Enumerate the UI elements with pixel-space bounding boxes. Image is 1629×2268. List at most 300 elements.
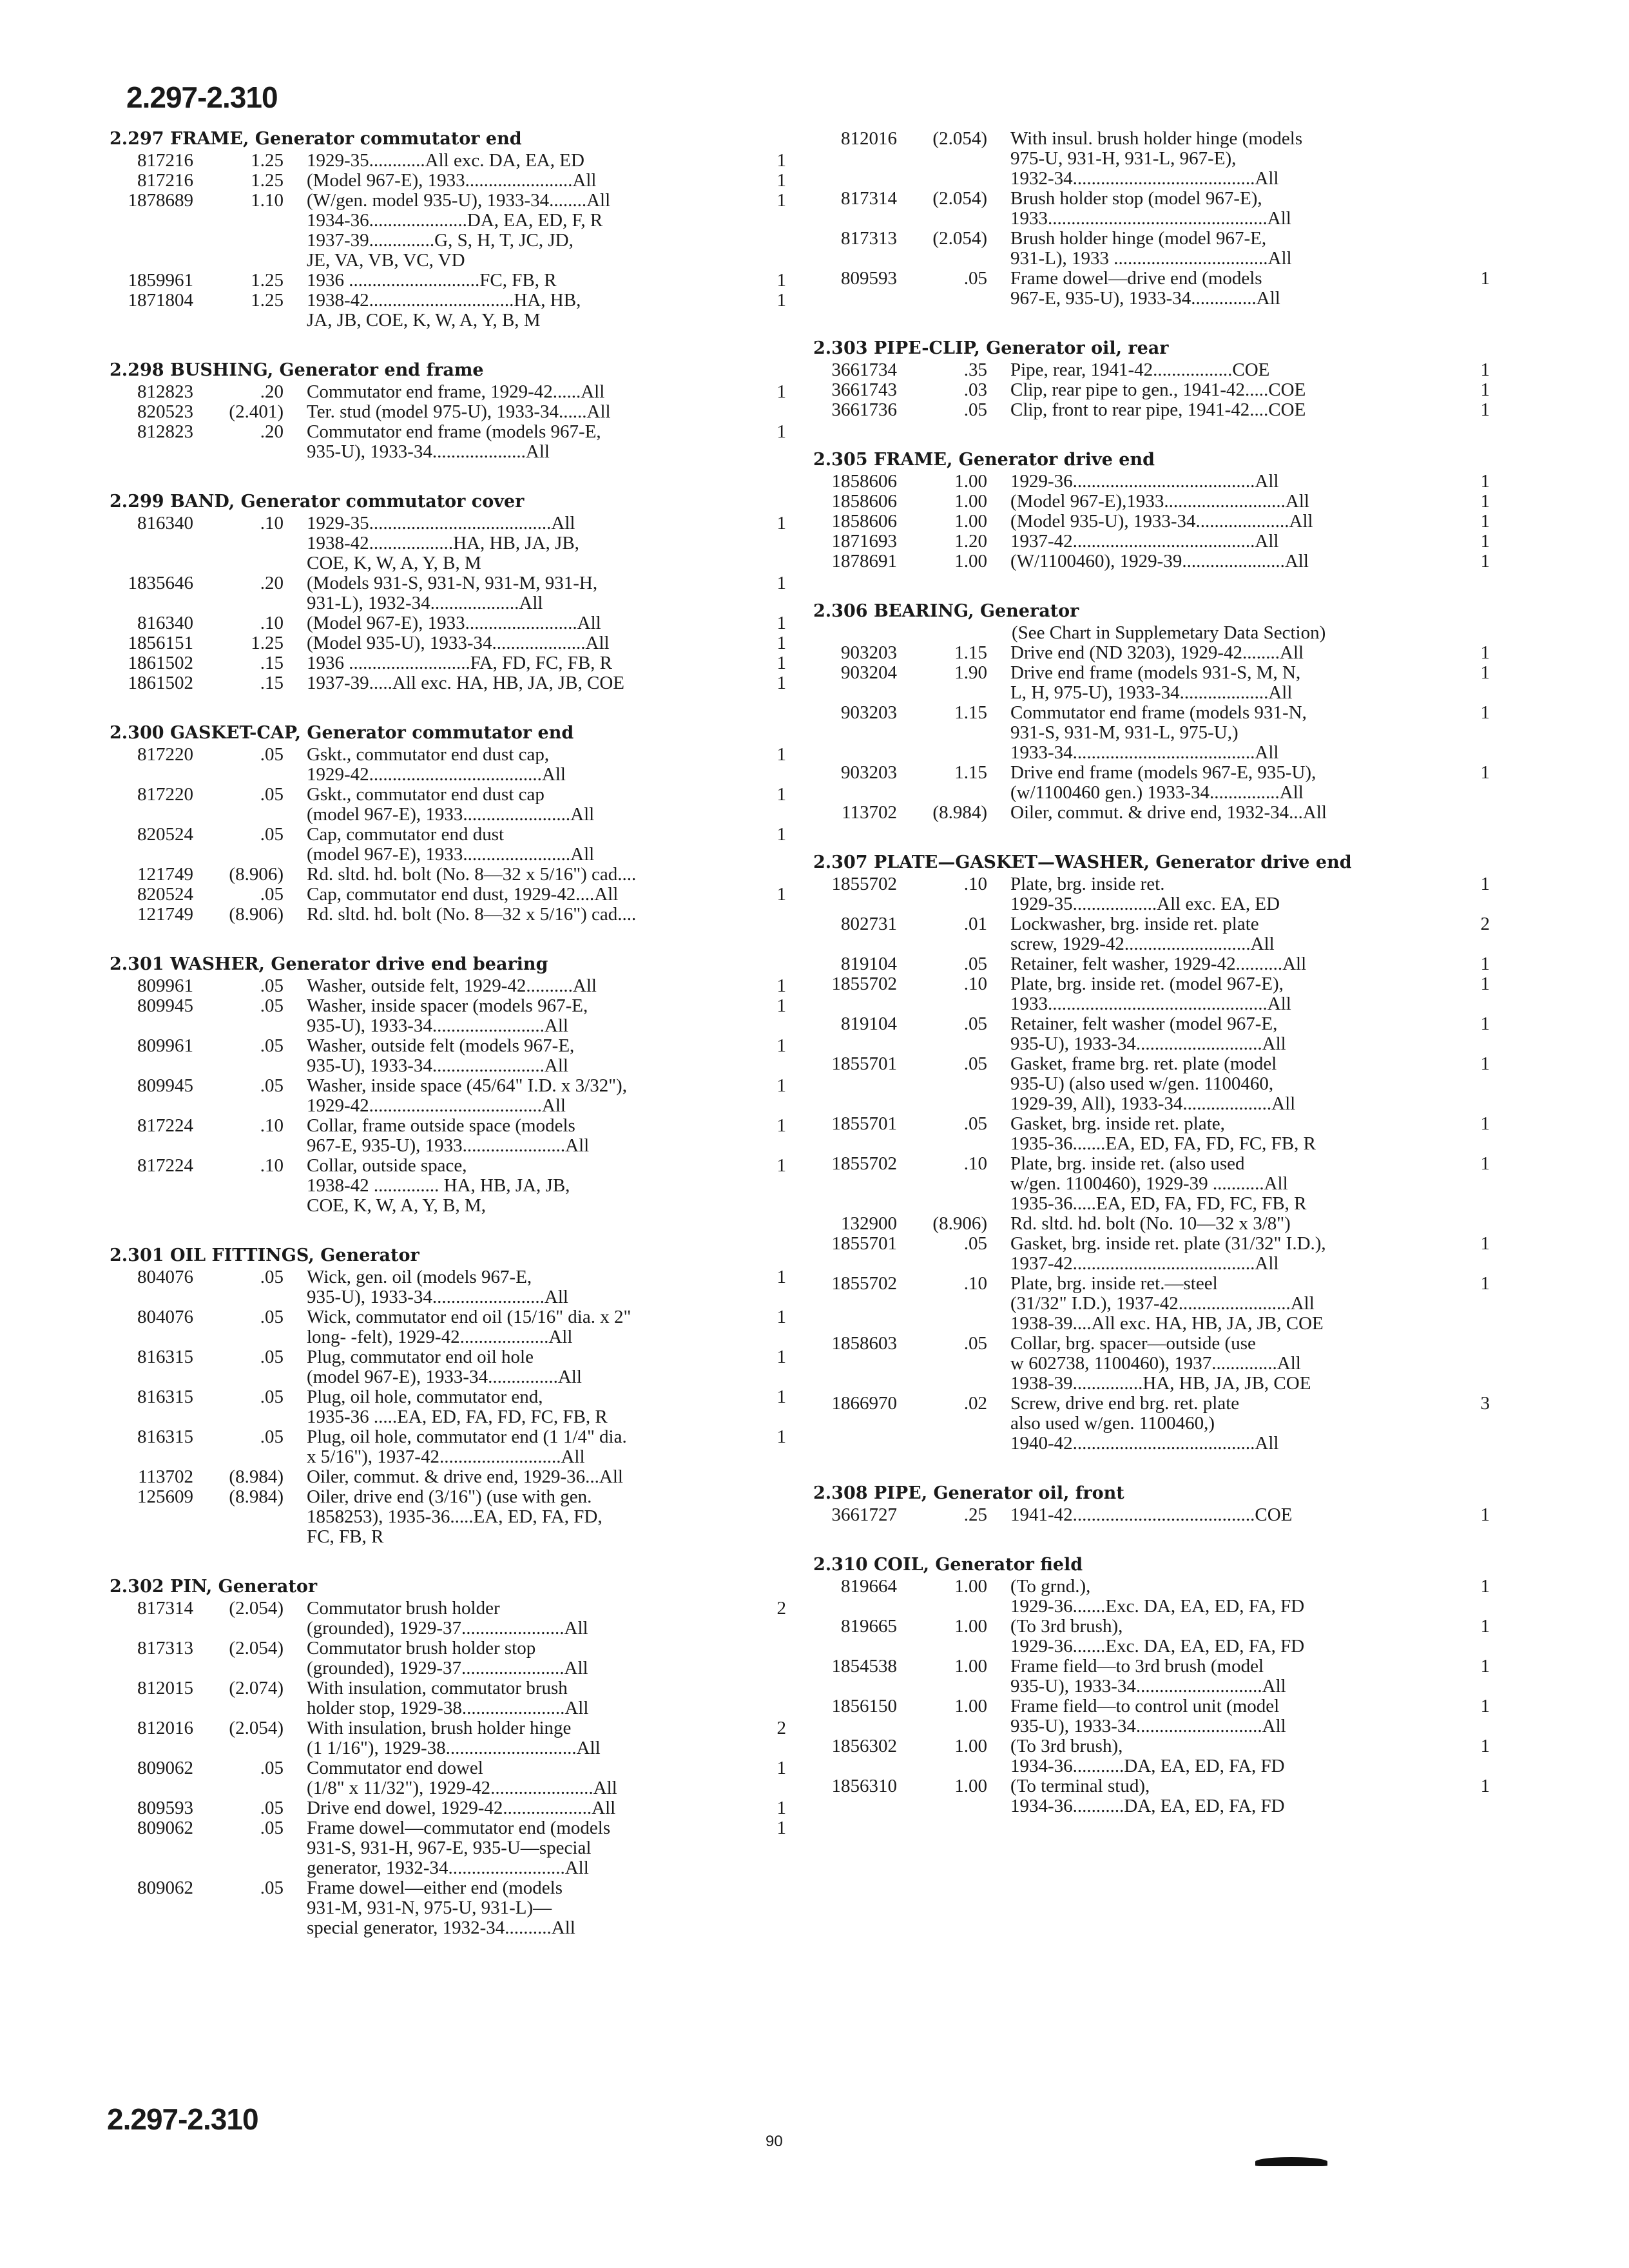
part-row	[110, 745, 786, 785]
part-price: .20	[260, 573, 284, 593]
part-number: 903203	[841, 642, 897, 663]
part-price: .05	[963, 1014, 987, 1034]
part-description: Washer, outside felt (models 967-E, 935-U), 1933-34........................All	[307, 1035, 575, 1076]
part-row	[813, 1114, 1490, 1154]
part-row	[813, 974, 1490, 1014]
part-number: 816315	[137, 1427, 193, 1447]
part-price: (8.984)	[229, 1466, 284, 1487]
part-quantity: 1	[1480, 1656, 1490, 1677]
part-quantity: 1	[1480, 1504, 1490, 1525]
part-description: Collar, frame outside space (models 967-E, 935-U), 1933......................All	[307, 1115, 590, 1156]
part-description: 1936 ............................FC, FB, R	[307, 270, 557, 291]
part-price: .15	[260, 653, 284, 673]
part-description: Commutator end frame (models 931-N, 931-S, 931-M, 931-L, 975-U,) 1933-34.......................................All	[1010, 702, 1307, 763]
section	[813, 450, 1490, 572]
part-row	[813, 269, 1490, 309]
part-price: .05	[963, 399, 987, 420]
part-quantity	[1460, 129, 1490, 189]
part-description: 1929-35............All exc. DA, EA, ED	[307, 150, 584, 171]
part-description: Gasket, brg. inside ret. plate (31/32" I.D.), 1937-42.......................................All	[1010, 1233, 1326, 1274]
part-description: Frame dowel—either end (models 931-M, 931-N, 975-U, 931-L)— special generator, 1932-34..........All	[307, 1878, 575, 1938]
part-description: Plug, commutator end oil hole (model 967-E), 1933-34...............All	[307, 1347, 582, 1387]
part-price: .05	[963, 1113, 987, 1134]
part-quantity: 1	[776, 421, 786, 442]
part-row	[110, 1427, 786, 1467]
part-description: Ter. stud (model 975-U), 1933-34......All	[307, 401, 611, 422]
part-price: .05	[260, 975, 284, 996]
part-price: (2.054)	[932, 188, 987, 209]
part-price: .05	[260, 1818, 284, 1838]
part-price: 1.15	[954, 642, 987, 663]
part-quantity: 1	[1480, 1736, 1490, 1756]
part-price: 1.00	[954, 1576, 987, 1597]
part-row	[110, 1818, 786, 1878]
part-quantity: 2	[776, 1718, 786, 1738]
part-number: 817220	[137, 744, 193, 765]
part-quantity: 3	[1480, 1393, 1490, 1414]
part-description: 1941-42.......................................COE	[1010, 1504, 1293, 1525]
part-price: 1.25	[251, 170, 284, 191]
part-number: 1861502	[128, 653, 193, 673]
part-row	[110, 1307, 786, 1347]
section	[110, 129, 786, 331]
part-description: Screw, drive end brg. ret. plate also used w/gen. 1100460,) 1940-42.......................................All	[1010, 1393, 1279, 1454]
part-quantity	[757, 1467, 786, 1487]
part-quantity: 1	[776, 1818, 786, 1838]
part-quantity	[757, 1878, 786, 1938]
part-quantity: 1	[776, 1387, 786, 1407]
part-price: .05	[260, 995, 284, 1016]
part-row	[813, 763, 1490, 803]
part-number: 1866970	[831, 1393, 897, 1414]
part-description: (To 3rd brush), 1929-36.......Exc. DA, EA, ED, FA, FD	[1010, 1616, 1305, 1657]
part-number: 903203	[841, 702, 897, 723]
part-price: 1.00	[954, 1696, 987, 1716]
part-price: (2.401)	[229, 401, 284, 422]
part-row	[813, 1234, 1490, 1274]
part-description: Drive end (ND 3203), 1929-42........All	[1010, 642, 1304, 663]
part-description: Oiler, commut. & drive end, 1929-36...All	[307, 1466, 623, 1487]
part-number: 817224	[137, 1115, 193, 1136]
page-number: 90	[766, 2133, 783, 2150]
part-number: 1871804	[128, 290, 193, 311]
part-quantity: 1	[776, 1307, 786, 1327]
part-quantity: 1	[776, 170, 786, 191]
part-row	[110, 1387, 786, 1427]
part-description: Collar, brg. spacer—outside (use w 602738, 1100460), 1937..............All 1938-39...............HA, HB, JA, JB, COE	[1010, 1333, 1311, 1394]
part-description: (Models 931-S, 931-N, 931-M, 931-H, 931-L), 1932-34...................All	[307, 573, 598, 613]
section	[110, 954, 786, 1216]
part-price: (2.054)	[229, 1598, 284, 1619]
part-price: (8.906)	[229, 864, 284, 885]
part-row	[813, 472, 1490, 492]
part-description: With insulation, commutator brush holder stop, 1929-38......................All	[307, 1678, 589, 1718]
section-title: 2.301 WASHER, Generator drive end bearing	[110, 954, 548, 974]
part-quantity: 1	[776, 1798, 786, 1818]
part-price: .10	[963, 1273, 987, 1294]
part-row	[110, 976, 786, 996]
part-number: 1858606	[831, 511, 897, 532]
part-number: 1855701	[831, 1053, 897, 1074]
part-quantity: 1	[1480, 551, 1490, 572]
part-number: 1859961	[128, 270, 193, 291]
part-description: Frame field—to control unit (model 935-U), 1933-34...........................All	[1010, 1696, 1286, 1736]
section-title: 2.303 PIPE-CLIP, Generator oil, rear	[813, 338, 1169, 358]
part-price: 1.00	[954, 1616, 987, 1637]
part-row	[110, 402, 786, 422]
part-price: 1.10	[251, 190, 284, 211]
section-note: (See Chart in Supplemetary Data Section)	[1012, 622, 1326, 643]
part-row	[110, 1116, 786, 1156]
part-quantity	[757, 402, 786, 422]
part-number: 820524	[137, 824, 193, 845]
part-quantity: 1	[1480, 1113, 1490, 1134]
part-number: 809062	[137, 1878, 193, 1898]
part-row	[813, 229, 1490, 269]
part-quantity: 1	[776, 1758, 786, 1778]
part-price: (2.054)	[229, 1718, 284, 1738]
part-description: Drive end dowel, 1929-42...................All	[307, 1798, 616, 1818]
section-title: 2.310 COIL, Generator field	[813, 1555, 1083, 1575]
part-row	[110, 514, 786, 573]
part-quantity: 1	[1480, 1696, 1490, 1716]
part-quantity: 1	[776, 884, 786, 905]
part-description: (W/1100460), 1929-39......................All	[1010, 551, 1309, 572]
part-number: 1856151	[128, 633, 193, 653]
part-quantity: 1	[776, 824, 786, 845]
part-description: Drive end frame (models 931-S, M, N, L, H, 975-U), 1933-34...................All	[1010, 662, 1301, 703]
part-row	[813, 492, 1490, 512]
part-description: (To terminal stud), 1934-36...........DA, EA, ED, FA, FD	[1010, 1776, 1285, 1816]
part-row	[813, 532, 1490, 552]
part-row	[813, 1154, 1490, 1214]
part-row	[813, 1054, 1490, 1114]
part-price: .05	[260, 1878, 284, 1898]
part-number: 809945	[137, 995, 193, 1016]
part-description: Frame dowel—commutator end (models 931-S, 931-H, 967-E, 935-U—special generator, 1932-34.........................All	[307, 1818, 611, 1878]
part-quantity: 2	[776, 1598, 786, 1619]
part-row	[813, 703, 1490, 763]
part-price: (8.984)	[932, 802, 987, 823]
part-quantity: 1	[1480, 954, 1490, 974]
part-number: 817216	[137, 150, 193, 171]
part-description: Wick, commutator end oil (15/16" dia. x 2" long- -felt), 1929-42...................All	[307, 1307, 631, 1347]
part-number: 816315	[137, 1387, 193, 1407]
part-description: With insulation, brush holder hinge (1 1/16"), 1929-38............................All	[307, 1718, 601, 1758]
part-description: Frame field—to 3rd brush (model 935-U), 1933-34...........................All	[1010, 1656, 1286, 1696]
part-row	[110, 825, 786, 865]
part-quantity: 1	[1480, 1576, 1490, 1597]
part-quantity: 1	[1480, 1153, 1490, 1174]
part-quantity	[757, 905, 786, 925]
part-quantity: 2	[1480, 914, 1490, 934]
part-number: 1855701	[831, 1113, 897, 1134]
part-quantity: 1	[1480, 642, 1490, 663]
part-quantity: 1	[1480, 874, 1490, 894]
part-quantity: 1	[776, 995, 786, 1016]
part-row	[110, 1718, 786, 1758]
part-quantity: 1	[1480, 1233, 1490, 1254]
part-quantity	[1460, 1334, 1490, 1394]
part-price: (8.906)	[229, 904, 284, 925]
part-number: 817313	[137, 1638, 193, 1658]
part-description: (Model 967-E), 1933.......................All	[307, 170, 597, 191]
part-row	[813, 954, 1490, 974]
part-description: Washer, inside space (45/64" I.D. x 3/32"), 1929-42.....................................All	[307, 1075, 627, 1116]
part-quantity: 1	[1480, 1014, 1490, 1034]
part-row	[110, 1487, 786, 1547]
part-price: .05	[260, 1035, 284, 1056]
part-number: 812016	[841, 128, 897, 149]
part-price: .15	[260, 673, 284, 693]
part-quantity: 1	[1480, 531, 1490, 552]
part-row	[813, 380, 1490, 400]
part-price: 1.00	[954, 511, 987, 532]
part-description: (Model 935-U), 1933-34....................All	[307, 633, 610, 653]
part-row	[813, 1334, 1490, 1394]
part-row	[813, 1776, 1490, 1816]
part-price: (2.054)	[932, 128, 987, 149]
part-number: 3661727	[831, 1504, 897, 1525]
part-number: 820524	[137, 884, 193, 905]
part-number: 819665	[841, 1616, 897, 1637]
part-quantity: 1	[776, 190, 786, 211]
part-row	[813, 1736, 1490, 1776]
part-row	[110, 1599, 786, 1639]
part-price: .05	[260, 1798, 284, 1818]
part-price: .05	[260, 1307, 284, 1327]
part-quantity: 1	[1480, 399, 1490, 420]
part-row	[813, 1214, 1490, 1234]
part-row	[110, 1758, 786, 1798]
part-quantity: 1	[1480, 1616, 1490, 1637]
part-number: 820523	[137, 401, 193, 422]
part-quantity: 1	[1480, 360, 1490, 380]
part-row	[813, 129, 1490, 189]
part-quantity	[1460, 803, 1490, 823]
part-row	[110, 422, 786, 462]
part-description: Pipe, rear, 1941-42.................COE	[1010, 360, 1270, 380]
part-row	[813, 1014, 1490, 1054]
section-title: 2.302 PIN, Generator	[110, 1577, 318, 1597]
part-quantity: 1	[1480, 511, 1490, 532]
part-description: (Model 967-E), 1933........................All	[307, 613, 601, 633]
right-column	[813, 129, 1490, 1846]
part-row	[110, 291, 786, 331]
part-quantity: 1	[1480, 702, 1490, 723]
part-description: Washer, inside spacer (models 967-E, 935-U), 1933-34........................All	[307, 995, 588, 1036]
left-column	[110, 129, 786, 1968]
part-row	[813, 874, 1490, 914]
part-description: Commutator end frame, 1929-42......All	[307, 381, 605, 402]
part-price: .05	[260, 884, 284, 905]
section	[813, 1483, 1490, 1525]
part-price: .10	[260, 1115, 284, 1136]
part-description: 1929-35.......................................All 1938-42..................HA, HB, JA, JB, COE, K, W, A, Y, B, M	[307, 513, 579, 573]
part-price: 1.15	[954, 702, 987, 723]
part-row	[110, 1878, 786, 1938]
part-number: 819104	[841, 1014, 897, 1034]
part-price: .10	[963, 874, 987, 894]
part-quantity: 1	[776, 1347, 786, 1367]
part-description: Oiler, commut. & drive end, 1932-34...All	[1010, 802, 1327, 823]
part-quantity: 1	[1480, 380, 1490, 400]
part-quantity: 1	[776, 633, 786, 653]
part-number: 3661736	[831, 399, 897, 420]
part-price: .02	[963, 1393, 987, 1414]
part-quantity: 1	[776, 1115, 786, 1136]
part-number: 812016	[137, 1718, 193, 1738]
section	[813, 852, 1490, 1454]
part-number: 1835646	[128, 573, 193, 593]
part-row	[110, 885, 786, 905]
part-quantity: 1	[776, 513, 786, 533]
section-title: 2.307 PLATE—GASKET—WASHER, Generator drive end	[813, 852, 1352, 872]
part-description: Commutator end dowel (1/8" x 11/32"), 1929-42......................All	[307, 1758, 617, 1798]
part-price: .05	[260, 784, 284, 805]
part-row	[110, 613, 786, 633]
part-number: 121749	[137, 904, 193, 925]
part-price: .05	[260, 824, 284, 845]
part-row	[813, 512, 1490, 532]
part-number: 1861502	[128, 673, 193, 693]
part-price: 1.00	[954, 1736, 987, 1756]
part-price: (2.074)	[229, 1678, 284, 1698]
part-price: (8.906)	[932, 1213, 987, 1234]
part-price: .05	[260, 1075, 284, 1096]
part-description: (Model 935-U), 1933-34....................All	[1010, 511, 1313, 532]
part-number: 113702	[138, 1466, 193, 1487]
part-description: (Model 967-E),1933..........................All	[1010, 491, 1309, 512]
part-price: .05	[260, 1758, 284, 1778]
part-description: (W/gen. model 935-U), 1933-34........All 1934-36.....................DA, EA, ED, F, R 1937-39..............G, S, H, T, JC, JD, JE, VA, VB, VC, VD	[307, 190, 611, 271]
part-row	[110, 1639, 786, 1678]
part-quantity: 1	[776, 381, 786, 402]
section	[813, 129, 1490, 309]
section-title: 2.300 GASKET-CAP, Generator commutator end	[110, 723, 574, 743]
part-price: .10	[963, 1153, 987, 1174]
part-description: Drive end frame (models 967-E, 935-U), (w/1100460 gen.) 1933-34...............All	[1010, 762, 1316, 803]
part-description: Collar, outside space, 1938-42 .............. HA, HB, JA, JB, COE, K, W, A, Y, B, M,	[307, 1155, 570, 1216]
part-number: 1858606	[831, 471, 897, 492]
part-row	[813, 643, 1490, 663]
page-footer-range: 2.297-2.310	[107, 2102, 258, 2136]
part-quantity: 1	[776, 290, 786, 311]
part-description: Retainer, felt washer (model 967-E, 935-U), 1933-34...........................All	[1010, 1014, 1286, 1054]
part-price: 1.00	[954, 471, 987, 492]
part-row	[813, 1696, 1490, 1736]
part-row	[813, 552, 1490, 572]
part-quantity	[757, 1678, 786, 1718]
part-quantity	[1460, 229, 1490, 269]
part-price: 1.00	[954, 491, 987, 512]
part-quantity: 1	[1480, 1776, 1490, 1796]
part-number: 1858606	[831, 491, 897, 512]
part-quantity	[757, 865, 786, 885]
part-price: 1.00	[954, 551, 987, 572]
part-price: .35	[963, 360, 987, 380]
part-description: Gasket, brg. inside ret. plate, 1935-36.......EA, ED, FA, FD, FC, FB, R	[1010, 1113, 1316, 1154]
part-description: Rd. sltd. hd. bolt (No. 10—32 x 3/8")	[1010, 1213, 1291, 1234]
part-quantity	[757, 1639, 786, 1678]
part-row	[813, 360, 1490, 380]
part-description: Commutator brush holder (grounded), 1929-37......................All	[307, 1598, 588, 1639]
part-price: 1.20	[954, 531, 987, 552]
part-number: 132900	[841, 1213, 897, 1234]
part-row	[110, 1467, 786, 1487]
part-price: 1.25	[251, 270, 284, 291]
part-price: 1.90	[954, 662, 987, 683]
part-price: .05	[260, 744, 284, 765]
part-number: 809961	[137, 975, 193, 996]
part-price: .03	[963, 380, 987, 400]
part-number: 802731	[841, 914, 897, 934]
part-row	[110, 191, 786, 271]
part-price: .05	[963, 1053, 987, 1074]
section-title: 2.301 OIL FITTINGS, Generator	[110, 1245, 419, 1265]
part-row	[110, 1036, 786, 1076]
section-title: 2.306 BEARING, Generator	[813, 601, 1079, 621]
section	[813, 338, 1490, 420]
part-number: 816340	[137, 513, 193, 533]
section-title: 2.305 FRAME, Generator drive end	[813, 450, 1155, 470]
part-number: 121749	[137, 864, 193, 885]
part-row	[813, 803, 1490, 823]
part-number: 816315	[137, 1347, 193, 1367]
part-description: Plate, brg. inside ret. (also used w/gen. 1100460), 1929-39 ...........All 1935-36.....EA, ED, FA, FD, FC, FB, R	[1010, 1153, 1307, 1214]
part-number: 3661743	[831, 380, 897, 400]
part-quantity: 1	[776, 673, 786, 693]
part-description: 1938-42...............................HA, HB, JA, JB, COE, K, W, A, Y, B, M	[307, 290, 581, 331]
part-number: 125609	[137, 1486, 193, 1507]
part-price: .25	[963, 1504, 987, 1525]
part-row	[110, 1267, 786, 1307]
part-price: .05	[963, 1233, 987, 1254]
part-number: 1855702	[831, 874, 897, 894]
page-header-range: 2.297-2.310	[126, 81, 278, 114]
part-row	[110, 673, 786, 693]
part-quantity: 1	[776, 270, 786, 291]
part-number: 817314	[841, 188, 897, 209]
part-row	[110, 151, 786, 171]
part-description: Clip, front to rear pipe, 1941-42....COE	[1010, 399, 1306, 420]
part-row	[110, 653, 786, 673]
part-number: 903203	[841, 762, 897, 783]
part-number: 1856310	[831, 1776, 897, 1796]
section	[110, 1577, 786, 1938]
part-price: .05	[260, 1347, 284, 1367]
section	[110, 360, 786, 462]
part-quantity	[757, 1487, 786, 1547]
part-number: 1878691	[831, 551, 897, 572]
part-number: 817220	[137, 784, 193, 805]
part-row	[813, 1505, 1490, 1525]
part-number: 809062	[137, 1818, 193, 1838]
part-number: 809062	[137, 1758, 193, 1778]
part-price: .10	[260, 613, 284, 633]
part-row	[110, 1678, 786, 1718]
section-title: 2.308 PIPE, Generator oil, front	[813, 1483, 1124, 1503]
part-price: .01	[963, 914, 987, 934]
part-description: Cap, commutator end dust, 1929-42....All	[307, 884, 619, 905]
part-number: 903204	[841, 662, 897, 683]
part-description: Gskt., commutator end dust cap (model 967-E), 1933.......................All	[307, 784, 595, 825]
part-price: .10	[963, 974, 987, 994]
part-description: Rd. sltd. hd. bolt (No. 8—32 x 5/16") cad....	[307, 864, 637, 885]
part-price: .10	[260, 1155, 284, 1176]
part-description: Commutator end frame (models 967-E, 935-U), 1933-34....................All	[307, 421, 601, 462]
part-description: Plug, oil hole, commutator end, 1935-36 .....EA, ED, FA, FD, FC, FB, R	[307, 1387, 608, 1427]
